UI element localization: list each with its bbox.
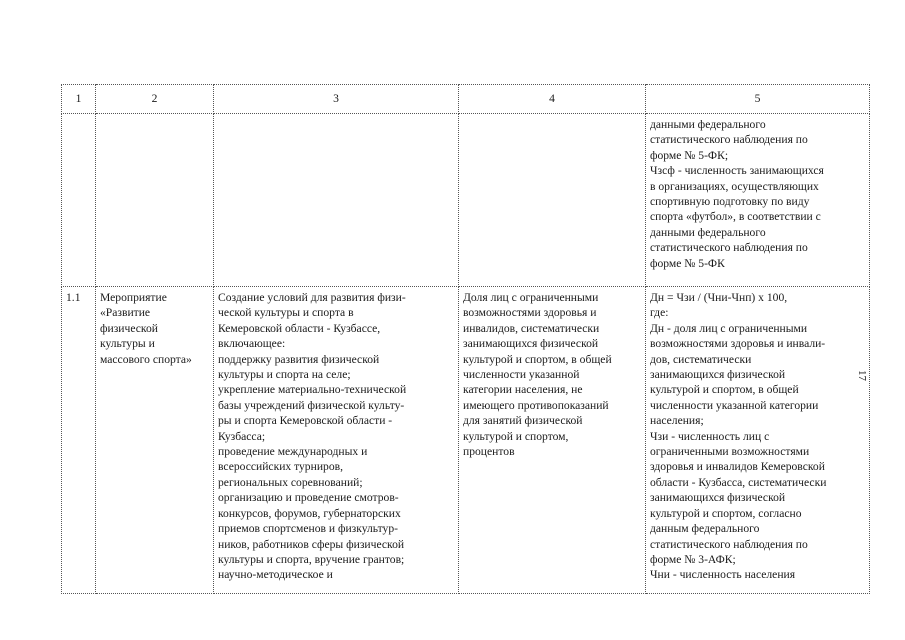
table-row-1-1 (62, 287, 870, 594)
row-number-cell: 1.1 (62, 287, 96, 594)
activity-description-cell: Создание условий для развития физи- ческой культуры и спорта в Кемеровской области - Кузбассе, включающее: поддержку развития физической культуры и спорта на селе; укрепление материально-технической базы учреждений физической культу- ры и спорта Кемеровской области - Кузбасса; проведение международных и всероссийских турниров, региональных соревнований; организацию и проведение смотров- конкурсов, форумов, губернаторских приемов спортсменов и физкультур- ников, работников сферы физической культуры и спорта, вручение грантов; научно-методическое и (214, 287, 459, 594)
indicator-cell: Доля лиц с ограниченными возможностями здоровья и инвалидов, систематически занимающихся физической культурой и спортом, в общей численности указанной категории населения, не имеющего противопоказаний для занятий физической культурой и спортом, процентов (459, 287, 646, 594)
program-table (61, 84, 870, 594)
header-col-4: 4 (459, 85, 646, 114)
header-col-1: 1 (62, 85, 96, 114)
cont-cell-2 (96, 114, 214, 287)
header-col-5: 5 (646, 85, 870, 114)
page-number: 17 (856, 370, 868, 381)
cont-cell-3 (214, 114, 459, 287)
cont-cell-4 (459, 114, 646, 287)
header-col-3: 3 (214, 85, 459, 114)
activity-name-cell: Мероприятие «Развитие физической культуры и массового спорта» (96, 287, 214, 594)
formula-continuation-text: данными федерального статистического наблюдения по форме № 5-ФК; Чзсф - численность занимающихся в организациях, осуществляющих спортивную подготовку по виду спорта «футбол», в соответствии с данными федерального статистического наблюдения по форме № 5-ФК (650, 118, 824, 270)
header-row (62, 85, 870, 114)
cont-cell-1 (62, 114, 96, 287)
formula-cell: Дн = Чзи / (Чни-Чнп) x 100, где: Дн - доля лиц с ограниченными возможностями здоровья и инвали- дов, систематически занимающихся физической культурой и спортом, в общей численности указанной категории населения; Чзи - численность лиц с ограниченными возможностями здоровья и инвалидов Кемеровской области - Кузбасса, систематически занимающихся физической культурой и спортом, согласно данным федерального статистического наблюдения по форме № 3-АФК; Чни - численность населения (646, 287, 870, 594)
header-col-2: 2 (96, 85, 214, 114)
table-row-continuation (62, 114, 870, 287)
cont-cell-5 (646, 114, 870, 287)
